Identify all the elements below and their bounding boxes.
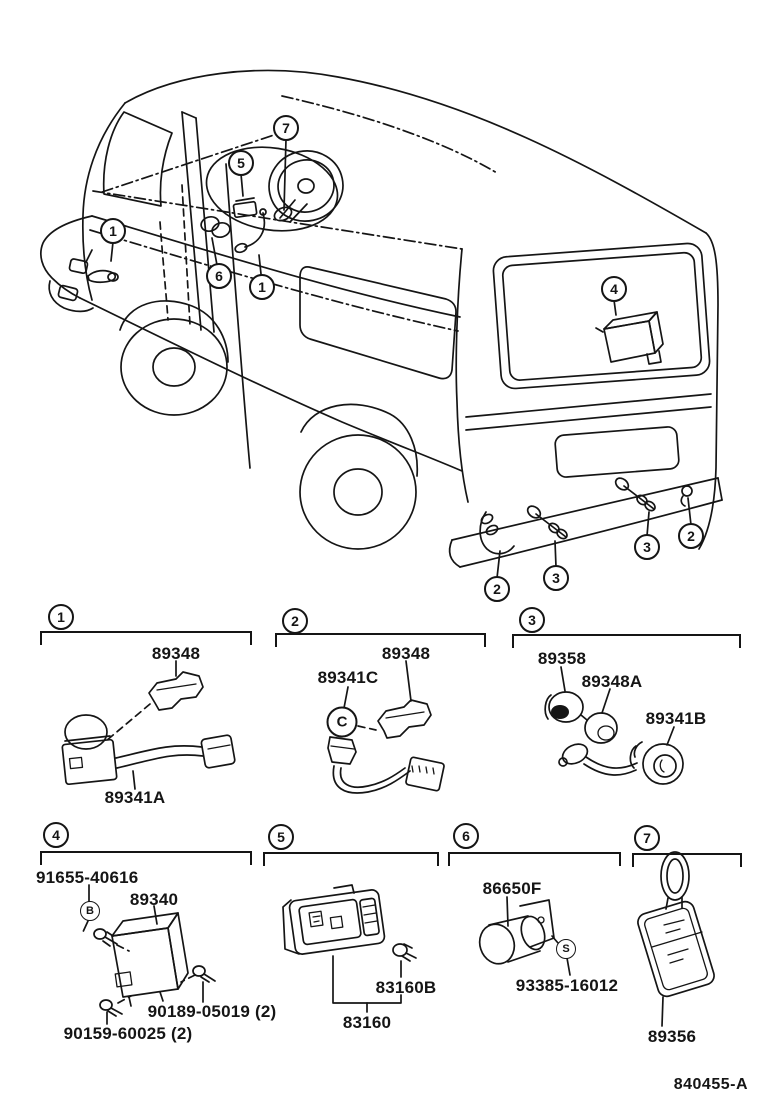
section-bracket-5 [263,852,439,866]
part-drawing-section-1 [62,661,235,789]
figure-leader-lines [111,139,691,578]
section-bracket-2 [275,633,486,647]
part-number-label[interactable]: 90189-05019 (2) [147,1002,277,1021]
callout-6-dash[interactable]: 6 [206,263,232,289]
section-bracket-1 [40,631,252,645]
section-number-6: 6 [453,823,479,849]
section-bracket-7 [632,853,742,867]
section-bracket-4 [40,851,252,865]
part-number-label[interactable]: 83160 [342,1013,392,1032]
section-number-5: 5 [268,824,294,850]
callout-2-bumper-left[interactable]: 2 [484,576,510,602]
part-number-label[interactable]: 89341C [317,668,379,687]
section-bracket-6 [448,852,621,866]
callout-3-bumper-left[interactable]: 3 [543,565,569,591]
section-number-3: 3 [519,607,545,633]
section-bracket-3 [512,634,741,648]
callout-3-bumper-right[interactable]: 3 [634,534,660,560]
part-number-label[interactable]: 89341B [645,709,707,728]
marker-letter-b: B [80,901,100,921]
part-drawing-section-6 [475,897,570,975]
section-number-4: 4 [43,822,69,848]
part-number-label[interactable]: 90159-60025 (2) [63,1024,193,1043]
part-drawing-section-7 [636,852,717,1026]
part-number-label[interactable]: 89348A [581,672,643,691]
dashboard-parts-drawing [199,138,349,254]
part-number-label[interactable]: 86650F [482,879,542,898]
part-number-label[interactable]: 89341A [104,788,166,807]
part-number-label[interactable]: 91655-40616 [36,868,139,887]
marker-letter-c: C [327,707,358,738]
part-number-label[interactable]: 93385-16012 [515,976,619,995]
callout-2-bumper-right[interactable]: 2 [678,523,704,549]
callout-5-dash[interactable]: 5 [228,150,254,176]
part-number-label[interactable]: 89340 [129,890,179,909]
part-number-label[interactable]: 89358 [537,649,587,668]
callout-7-column[interactable]: 7 [273,115,299,141]
callout-1-front-door[interactable]: 1 [100,218,126,244]
part-number-label[interactable]: 89348 [151,644,201,663]
section-number-7: 7 [634,825,660,851]
part-number-label[interactable]: 89356 [647,1027,697,1046]
section-number-2: 2 [282,608,308,634]
callout-4-rear[interactable]: 4 [601,276,627,302]
part-number-label[interactable]: 83160B [375,978,437,997]
callout-1-dash[interactable]: 1 [249,274,275,300]
section-number-1: 1 [48,604,74,630]
part-number-label[interactable]: 89348 [381,644,431,663]
marker-letter-s: S [556,939,576,959]
figure-code: 840455-A [673,1076,748,1093]
